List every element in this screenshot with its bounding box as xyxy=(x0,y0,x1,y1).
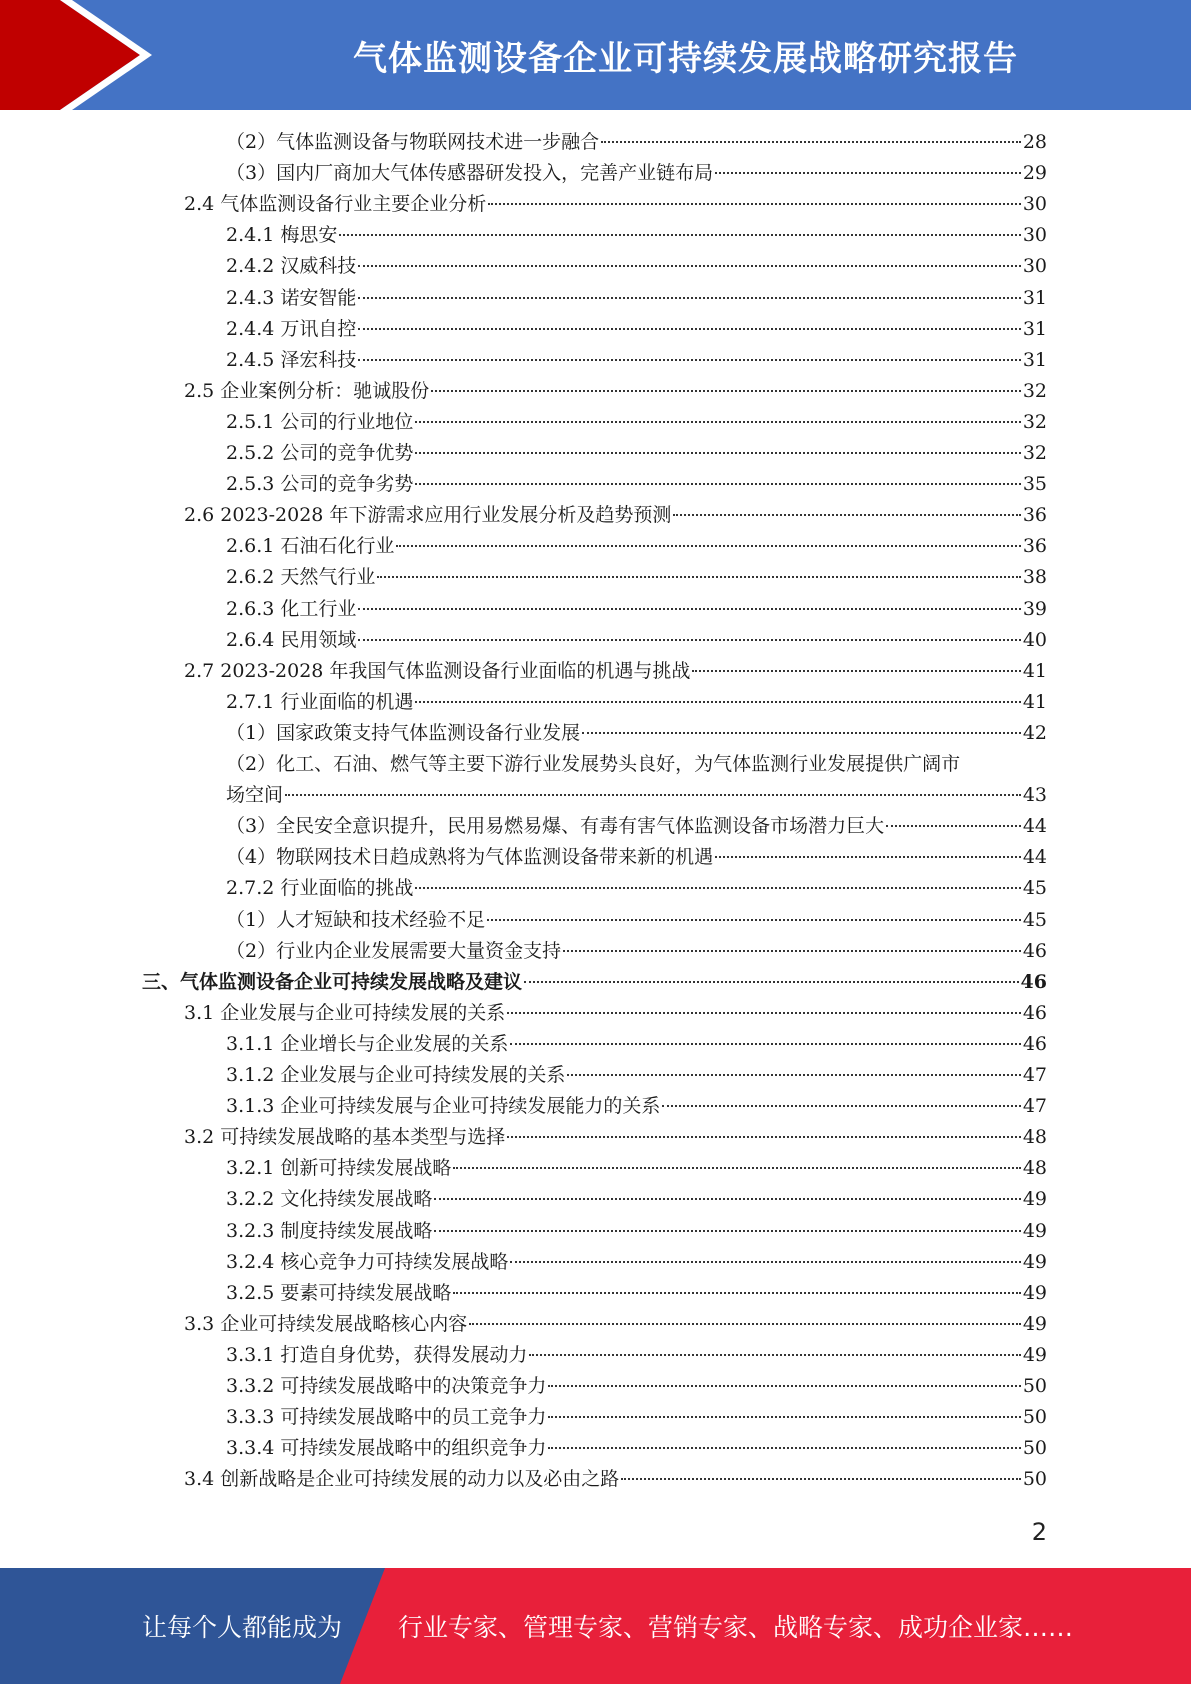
toc-entry[interactable] xyxy=(184,376,1047,407)
toc-entry[interactable] xyxy=(226,687,1047,718)
dot-leader xyxy=(431,390,1021,392)
toc-entry-title: 3.2.5 要素可持续发展战略 xyxy=(226,1281,452,1304)
toc-entry[interactable] xyxy=(184,1122,1047,1153)
dot-leader xyxy=(524,981,1019,983)
dot-leader xyxy=(469,1323,1021,1325)
toc-entry[interactable] xyxy=(226,220,1047,251)
dot-leader xyxy=(415,452,1020,454)
dot-leader xyxy=(415,483,1020,485)
dot-leader xyxy=(358,608,1020,610)
toc-entry-page: 40 xyxy=(1022,628,1047,651)
toc-entry[interactable] xyxy=(184,1464,1047,1495)
toc-entry-page: 44 xyxy=(1022,815,1047,838)
toc-entry-page: 32 xyxy=(1022,379,1047,402)
page-footer xyxy=(0,1568,1191,1684)
report-header xyxy=(0,0,1191,110)
toc-entry[interactable] xyxy=(226,531,1047,562)
toc-entry-title: 2.5.1 公司的行业地位 xyxy=(226,410,414,433)
toc-entry-title: 2.6.3 化工行业 xyxy=(226,597,357,620)
toc-entry[interactable] xyxy=(226,718,1047,749)
dot-leader xyxy=(377,576,1020,578)
toc-entry-title: 3.2.3 制度持续发展战略 xyxy=(226,1219,433,1242)
toc-entry-title: 3.1.2 企业发展与企业可持续发展的关系 xyxy=(226,1064,566,1086)
dot-leader xyxy=(662,1105,1020,1107)
dot-leader xyxy=(601,141,1021,143)
toc-entry-title: （1）国家政策支持气体监测设备行业发展 xyxy=(226,721,581,744)
toc-entry[interactable] xyxy=(226,314,1047,345)
dot-leader xyxy=(285,794,1021,796)
dot-leader xyxy=(715,856,1021,858)
dot-leader xyxy=(715,172,1021,174)
toc-entry-title: 2.6 2023-2028 年下游需求应用行业发展分析及趋势预测 xyxy=(184,504,672,527)
dot-leader xyxy=(548,1385,1020,1387)
toc-entry-title: 2.4.2 汉威科技 xyxy=(226,255,357,278)
toc-entry-page: 31 xyxy=(1022,317,1047,340)
toc-entry[interactable] xyxy=(184,500,1047,531)
toc-entry[interactable] xyxy=(226,780,1047,811)
toc-entry-title: 2.4 气体监测设备行业主要企业分析 xyxy=(184,193,487,216)
dot-leader xyxy=(434,1230,1020,1232)
toc-entry-page: 48 xyxy=(1022,1126,1047,1149)
dot-leader xyxy=(548,1447,1020,1449)
toc-entry-title: （3）全民安全意识提升，民用易燃易爆、有毒有害气体监测设备市场潜力巨大 xyxy=(226,815,885,838)
toc-entry-page: 50 xyxy=(1022,1406,1047,1429)
toc-entry-title: 2.7.1 行业面临的机遇 xyxy=(226,690,414,713)
toc-entry[interactable] xyxy=(226,936,1047,967)
toc-entry-title: 2.5.3 公司的竞争劣势 xyxy=(226,473,414,496)
dot-leader xyxy=(453,1292,1020,1294)
toc-entry-page: 29 xyxy=(1022,162,1047,185)
toc-entry-page: 49 xyxy=(1022,1312,1047,1335)
toc-entry-page: 36 xyxy=(1022,504,1047,527)
toc-entry[interactable] xyxy=(184,998,1047,1029)
dot-leader xyxy=(886,825,1021,827)
toc-entry-title: 3.1.1 企业增长与企业发展的关系 xyxy=(226,1032,509,1055)
toc-entry-title: （2）行业内企业发展需要大量资金支持 xyxy=(226,939,562,962)
dot-leader xyxy=(692,670,1020,672)
dot-leader xyxy=(415,887,1020,889)
toc-entry[interactable] xyxy=(226,625,1047,656)
toc-entry[interactable] xyxy=(226,469,1047,500)
toc-entry-page: 32 xyxy=(1022,410,1047,433)
toc-entry[interactable] xyxy=(226,1029,1047,1060)
toc-entry[interactable] xyxy=(226,1247,1047,1278)
dot-leader xyxy=(507,1136,1021,1138)
toc-entry-title: 3.1 企业发展与企业可持续发展的关系 xyxy=(184,1001,506,1024)
dot-leader xyxy=(548,1416,1020,1418)
toc-entry-page: 46 xyxy=(1020,970,1047,993)
toc-entry[interactable] xyxy=(226,1340,1047,1371)
toc-entry-title: 3.1.3 企业可持续发展与企业可持续发展能力的关系 xyxy=(226,1095,661,1118)
toc-entry[interactable] xyxy=(226,158,1047,189)
toc-entry[interactable] xyxy=(184,189,1047,220)
toc-entry-title: 2.6.4 民用领域 xyxy=(226,628,357,651)
toc-entry[interactable] xyxy=(226,562,1047,593)
dot-leader xyxy=(510,1261,1020,1263)
toc-entry[interactable] xyxy=(226,594,1047,625)
dot-leader xyxy=(567,1074,1020,1076)
dot-leader xyxy=(358,639,1020,641)
toc-entry[interactable] xyxy=(226,873,1047,904)
toc-entry-title: 2.6.1 石油石化行业 xyxy=(226,535,395,558)
toc-entry[interactable] xyxy=(226,283,1047,314)
toc-entry-page: 49 xyxy=(1022,1188,1047,1211)
dot-leader xyxy=(487,919,1021,921)
toc-entry-title: 3.3.3 可持续发展战略中的员工竞争力 xyxy=(226,1406,547,1429)
toc-entry-page: 45 xyxy=(1022,908,1047,931)
toc-entry-page: 50 xyxy=(1022,1437,1047,1460)
dot-leader xyxy=(415,421,1020,423)
toc-entry-page: 41 xyxy=(1022,659,1047,682)
toc-entry-page: 46 xyxy=(1022,1001,1047,1024)
toc-entry-title: 3.3.1 打造自身优势，获得发展动力 xyxy=(226,1343,528,1366)
toc-entry-page: 42 xyxy=(1022,721,1047,744)
toc-entry-page: 47 xyxy=(1022,1095,1047,1118)
toc-entry-page: 41 xyxy=(1022,690,1047,713)
dot-leader xyxy=(453,1167,1020,1169)
toc-entry-page: 46 xyxy=(1022,1032,1047,1055)
toc-entry-title: 3.2.4 核心竞争力可持续发展战略 xyxy=(226,1250,509,1273)
dot-leader xyxy=(529,1354,1020,1356)
toc-entry-page: 32 xyxy=(1022,442,1047,464)
toc-entry-title: 2.5.2 公司的竞争优势 xyxy=(226,442,414,464)
toc-entry-page: 50 xyxy=(1022,1468,1047,1491)
footer-tagline: 行业专家、管理专家、营销专家、战略专家、成功企业家…… xyxy=(398,1613,1074,1642)
dot-leader xyxy=(434,1198,1020,1200)
dot-leader xyxy=(358,359,1020,361)
toc-entry-page: 49 xyxy=(1022,1250,1047,1273)
dot-leader xyxy=(673,514,1020,516)
toc-entry-title: 3.3 企业可持续发展战略核心内容 xyxy=(184,1312,468,1335)
toc-entry-page: 30 xyxy=(1022,255,1047,278)
toc-entry[interactable] xyxy=(226,905,1047,936)
toc-entry[interactable] xyxy=(184,1309,1047,1340)
dot-leader xyxy=(621,1478,1021,1480)
toc-entry-page: 46 xyxy=(1022,939,1047,962)
toc-entry-title: 3.2.1 创新可持续发展战略 xyxy=(226,1157,452,1180)
footer-slogan: 让每个人都能成为 xyxy=(142,1613,343,1642)
dot-leader xyxy=(415,701,1020,703)
toc-entry-title: 场空间 xyxy=(226,784,284,807)
toc-entry-title: 2.4.4 万讯自控 xyxy=(226,317,357,340)
toc-entry-page: 49 xyxy=(1022,1343,1047,1366)
dot-leader xyxy=(339,234,1020,236)
toc-entry[interactable] xyxy=(226,345,1047,376)
toc-entry-page: 50 xyxy=(1022,1375,1047,1397)
toc-entry-page: 28 xyxy=(1022,131,1047,153)
toc-entry[interactable] xyxy=(226,1091,1047,1122)
toc-entry-title: 2.4.1 梅思安 xyxy=(226,224,338,247)
toc-entry[interactable] xyxy=(226,1371,1047,1402)
toc-entry-title: （1）人才短缺和技术经验不足 xyxy=(226,908,486,931)
toc-entry[interactable] xyxy=(184,656,1047,687)
toc-entry-title: 2.6.2 天然气行业 xyxy=(226,566,376,589)
toc-entry-title: 三、气体监测设备企业可持续发展战略及建议 xyxy=(142,970,523,993)
toc-entry-title: 2.7.2 行业面临的挑战 xyxy=(226,877,414,900)
dot-leader xyxy=(507,1012,1021,1014)
toc-entry[interactable] xyxy=(226,1153,1047,1184)
dot-leader xyxy=(510,1043,1020,1045)
toc-entry[interactable] xyxy=(226,251,1047,282)
toc-entry[interactable] xyxy=(226,811,1047,842)
toc-entry-page: 39 xyxy=(1022,597,1047,620)
toc-entry-title: 3.4 创新战略是企业可持续发展的动力以及必由之路 xyxy=(184,1468,620,1491)
toc-entry-page: 49 xyxy=(1022,1281,1047,1304)
dot-leader xyxy=(358,265,1020,267)
toc-entry[interactable] xyxy=(226,1402,1047,1433)
toc-entry-page: 31 xyxy=(1022,286,1047,309)
toc-entry-title: 2.4.5 泽宏科技 xyxy=(226,348,357,371)
toc-entry-title: （4）物联网技术日趋成熟将为气体监测设备带来新的机遇 xyxy=(226,846,714,869)
toc-entry-title: 3.3.4 可持续发展战略中的组织竞争力 xyxy=(226,1437,547,1460)
toc-entry-title: （2）化工、石油、燃气等主要下游行业发展势头良好，为气体监测行业发展提供广阔市 xyxy=(226,753,961,775)
toc-entry-page: 36 xyxy=(1022,535,1047,558)
toc-entry-page: 30 xyxy=(1022,193,1047,216)
toc-entry-page: 47 xyxy=(1022,1064,1047,1086)
report-title: 气体监测设备企业可持续发展战略研究报告 xyxy=(353,38,1018,79)
toc-entry-title: 2.4.3 诺安智能 xyxy=(226,286,357,309)
dot-leader xyxy=(488,203,1021,205)
toc-entry[interactable] xyxy=(226,407,1047,438)
toc-entry-title: 2.5 企业案例分析：驰诚股份 xyxy=(184,379,430,402)
toc-entry-page: 43 xyxy=(1022,784,1047,807)
page-number: 2 xyxy=(1031,1518,1047,1546)
dot-leader xyxy=(563,950,1021,952)
toc-entry[interactable] xyxy=(226,127,1047,158)
dot-leader xyxy=(396,545,1020,547)
toc-entry[interactable] xyxy=(226,1184,1047,1215)
toc-entry-page: 35 xyxy=(1022,473,1047,496)
dot-leader xyxy=(358,297,1020,299)
toc-entry-page: 49 xyxy=(1022,1219,1047,1242)
toc-entry[interactable] xyxy=(226,1216,1047,1247)
toc-entry-title: 3.2 可持续发展战略的基本类型与选择 xyxy=(184,1126,506,1149)
toc-entry-title: （2）气体监测设备与物联网技术进一步融合 xyxy=(226,131,600,153)
toc-entry-page: 30 xyxy=(1022,224,1047,247)
toc-entry-title: 3.2.2 文化持续发展战略 xyxy=(226,1188,433,1211)
toc-entry[interactable] xyxy=(142,967,1047,998)
toc-entry[interactable] xyxy=(226,842,1047,873)
toc-entry-title: 2.7 2023-2028 年我国气体监测设备行业面临的机遇与挑战 xyxy=(184,659,691,682)
toc-entry[interactable] xyxy=(226,749,1047,780)
toc-entry-page: 38 xyxy=(1022,566,1047,589)
toc-entry-page: 48 xyxy=(1022,1157,1047,1180)
toc-entry[interactable] xyxy=(226,1060,1047,1091)
toc-entry[interactable] xyxy=(226,1278,1047,1309)
toc-entry-page: 45 xyxy=(1022,877,1047,900)
dot-leader xyxy=(358,328,1020,330)
toc-entry-title: 3.3.2 可持续发展战略中的决策竞争力 xyxy=(226,1375,547,1397)
dot-leader xyxy=(582,732,1021,734)
toc-entry-page: 31 xyxy=(1022,348,1047,371)
red-chevron-icon xyxy=(0,0,160,110)
toc-entry[interactable] xyxy=(226,1433,1047,1464)
toc-entry-page: 44 xyxy=(1022,846,1047,869)
toc-entry[interactable] xyxy=(226,438,1047,469)
toc-entry-title: （3）国内厂商加大气体传感器研发投入，完善产业链布局 xyxy=(226,162,714,185)
